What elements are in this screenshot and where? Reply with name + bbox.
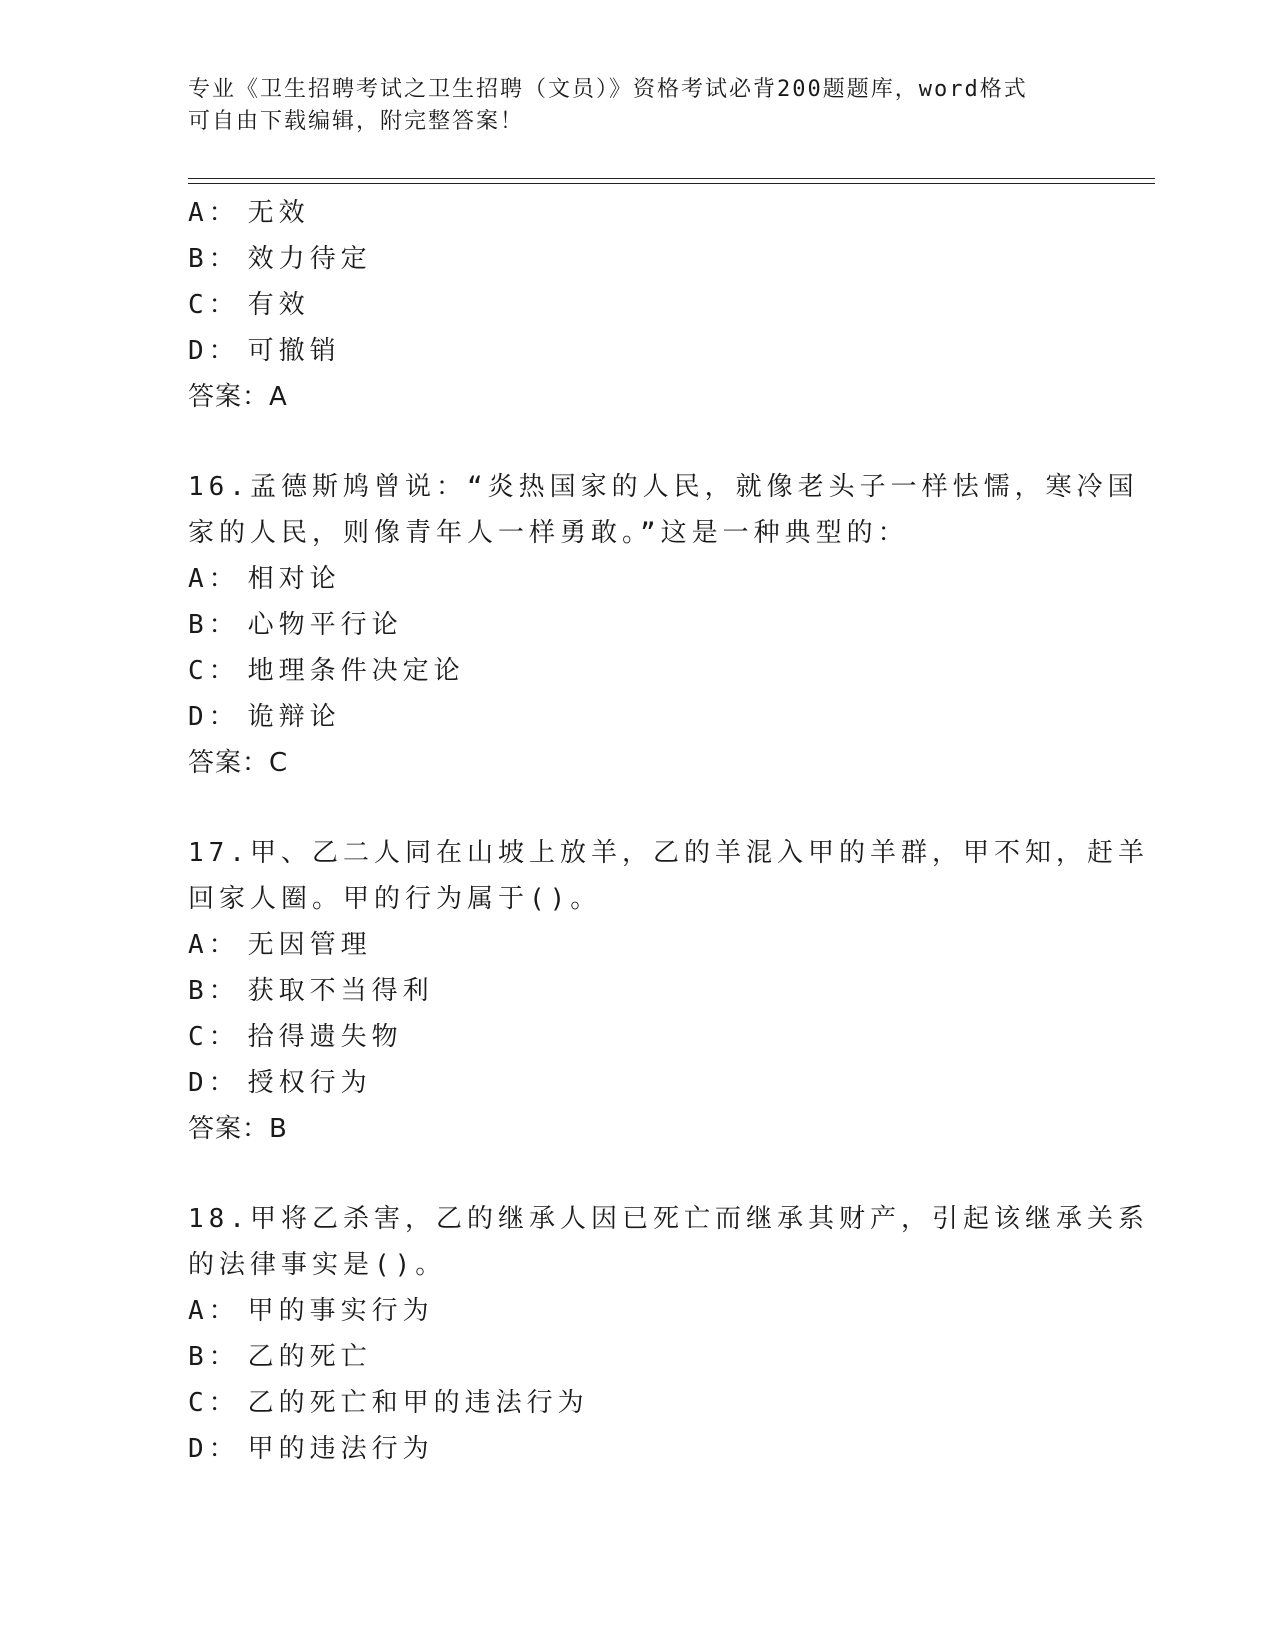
- question-stem-line-2: 回家人圈。甲的行为属于()。: [188, 884, 602, 914]
- option-d: D： 授权行为: [188, 1068, 372, 1098]
- header-line-2: 可自由下载编辑，附完整答案！: [188, 109, 525, 134]
- option-b: B： 心物平行论: [188, 610, 403, 640]
- document-header: [188, 74, 1068, 138]
- option-b: B： 效力待定: [188, 244, 372, 274]
- option-a: A： 甲的事实行为: [188, 1296, 434, 1326]
- option-c: C： 拾得遗失物: [188, 1022, 403, 1052]
- option-a: A： 无效: [188, 198, 310, 228]
- header-line-1: 专业《卫生招聘考试之卫生招聘（文员）》资格考试必背200题题库，word格式: [188, 77, 1028, 102]
- option-a: A： 无因管理: [188, 930, 372, 960]
- question-15: [188, 190, 1088, 420]
- option-c: C： 有效: [188, 290, 310, 320]
- option-c: C： 地理条件决定论: [188, 656, 465, 686]
- question-18: [188, 1196, 1149, 1472]
- option-d: D： 诡辩论: [188, 702, 341, 732]
- answer: 答案：A: [188, 382, 288, 412]
- header-rule-bottom: [188, 183, 1155, 184]
- question-stem-line-1: 16.孟德斯鸠曾说：“炎热国家的人民，就像老头子一样怯懦，寒冷国: [188, 472, 1139, 502]
- answer: 答案：B: [188, 1114, 288, 1144]
- option-b: B： 乙的死亡: [188, 1342, 372, 1372]
- option-d: D： 甲的违法行为: [188, 1434, 434, 1464]
- answer: 答案：C: [188, 748, 289, 778]
- option-b: B： 获取不当得利: [188, 976, 434, 1006]
- option-a: A： 相对论: [188, 564, 341, 594]
- option-d: D： 可撤销: [188, 336, 341, 366]
- question-stem-line-2: 的法律事实是()。: [188, 1250, 447, 1280]
- question-16: [188, 464, 1139, 786]
- question-stem-line-1: 18.甲将乙杀害，乙的继承人因已死亡而继承其财产，引起该继承关系: [188, 1204, 1149, 1234]
- header-rule-top: [188, 178, 1155, 179]
- option-c: C： 乙的死亡和甲的违法行为: [188, 1388, 589, 1418]
- question-stem-line-1: 17.甲、乙二人同在山坡上放羊，乙的羊混入甲的羊群，甲不知，赶羊: [188, 838, 1149, 868]
- question-17: [188, 830, 1149, 1152]
- question-stem-line-2: 家的人民，则像青年人一样勇敢。”这是一种典型的：: [188, 518, 909, 548]
- question-list: [188, 190, 1149, 1472]
